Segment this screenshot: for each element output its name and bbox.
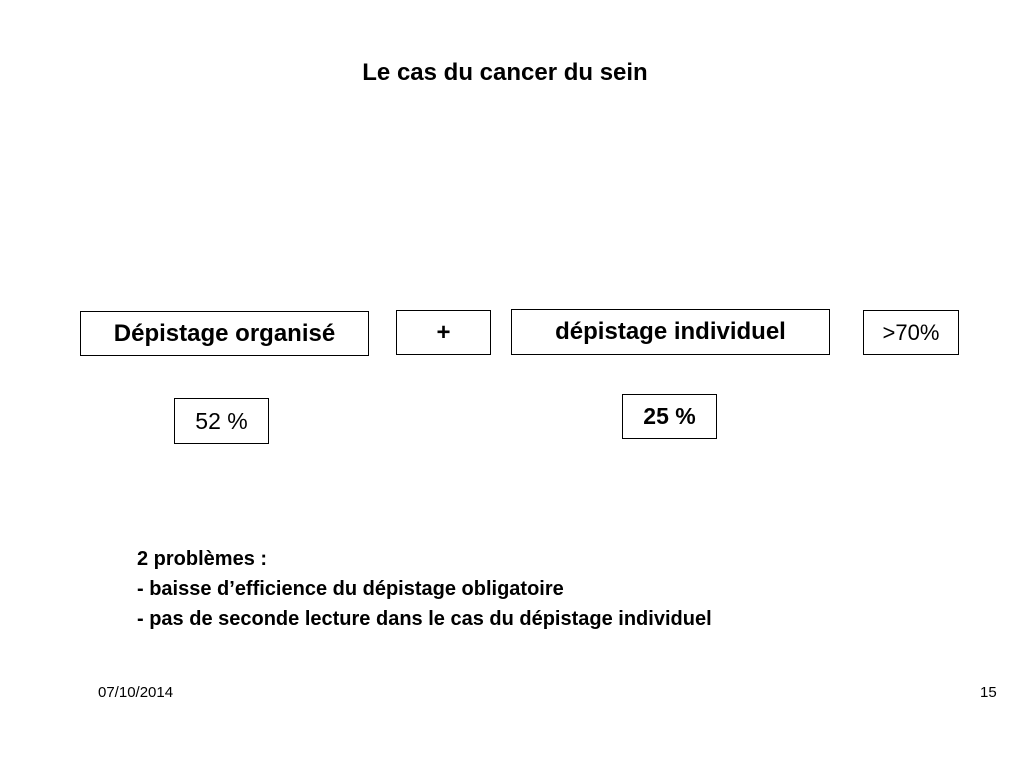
box-individuel-rate (622, 394, 717, 439)
box-plus-label: + (436, 318, 451, 346)
box-depistage-individuel-label: dépistage individuel (555, 318, 786, 345)
box-depistage-organise (80, 311, 369, 356)
problem-item: - pas de seconde lecture dans le cas du dépistage individuel (137, 608, 712, 630)
box-individuel-rate-label: 25 % (643, 403, 696, 429)
footer-page-number: 15 (980, 684, 997, 701)
box-total-rate (863, 310, 959, 355)
box-plus (396, 310, 491, 355)
box-organise-rate-label: 52 % (195, 407, 248, 434)
problems-block (137, 544, 712, 634)
slide-title: Le cas du cancer du sein (362, 59, 648, 86)
box-organise-rate (174, 398, 269, 444)
problems-heading: 2 problèmes : (137, 548, 268, 570)
box-total-rate-label: >70% (882, 319, 940, 345)
problem-item: - baisse d’efficience du dépistage obligatoire (137, 578, 564, 600)
footer-date: 07/10/2014 (98, 684, 174, 701)
box-depistage-organise-label: Dépistage organisé (113, 319, 336, 347)
box-depistage-individuel (511, 309, 830, 355)
